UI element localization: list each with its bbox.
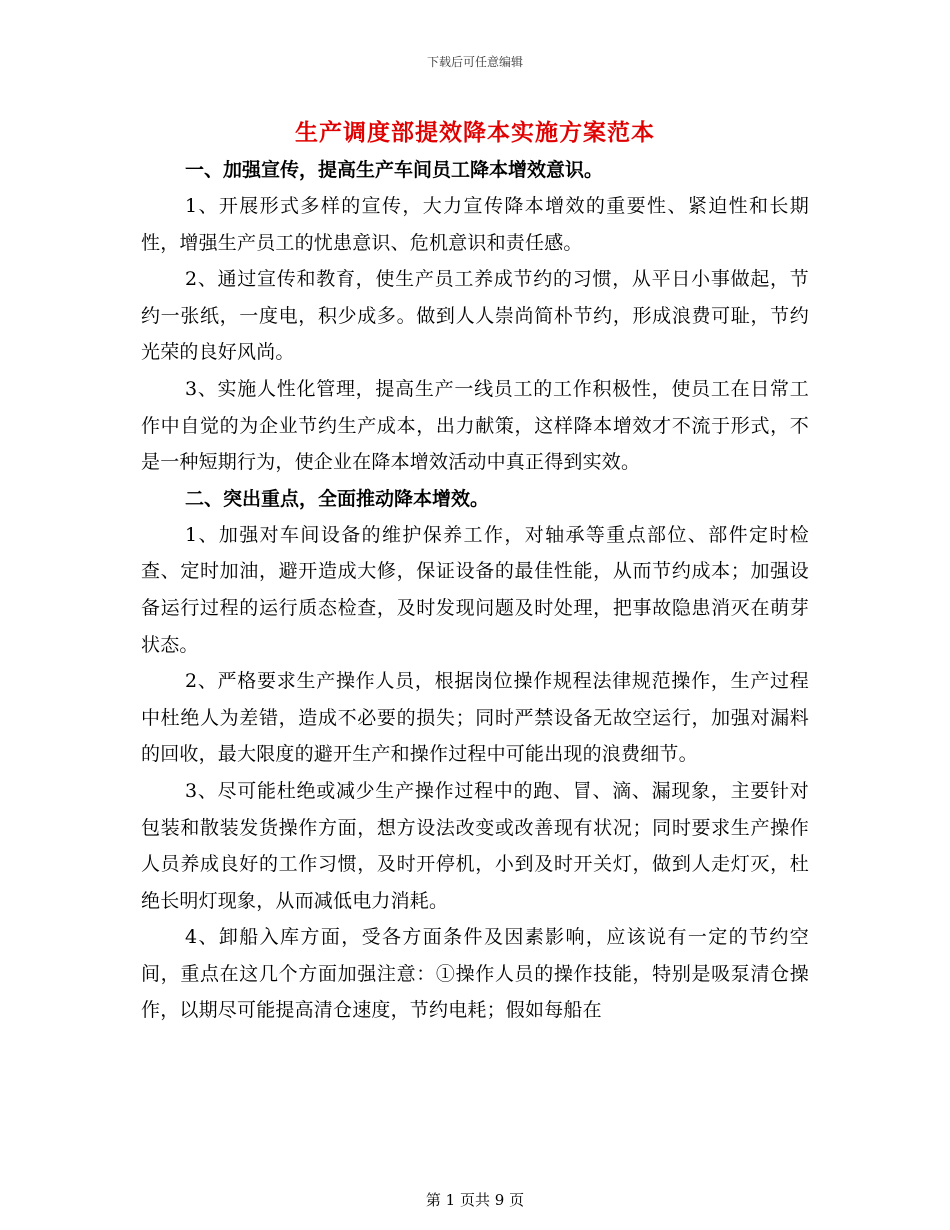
section-1-paragraph-2: 2、通过宣传和教育，使生产员工养成节约的习惯，从平日小事做起，节约一张纸，一度电，积少成多。做到人人崇尚简朴节约，形成浪费可耻，节约光荣的良好风尚。 [141, 268, 809, 364]
section-2-paragraph-3: 3、尽可能杜绝或减少生产操作过程中的跑、冒、滴、漏现象，主要针对包装和散装发货操作方面，想方设法改变或改善现有状况；同时要求生产操作人员养成良好的工作习惯，及时开停机，小到及时开关灯，做到人走灯灭，杜绝长明灯现象，从而减低电力消耗。 [141, 779, 809, 912]
document-title: 生产调度部提效降本实施方案范本 [295, 119, 655, 146]
section-2-paragraph-1: 1、加强对车间设备的维护保养工作，对轴承等重点部位、部件定时检查、定时加油，避开造成大修，保证设备的最佳性能，从而节约成本；加强设备运行过程的运行质态检查，及时发现问题及时处理，把事故隐患消灭在萌芽状态。 [141, 523, 809, 656]
section-2-paragraph-2: 2、严格要求生产操作人员，根据岗位操作规程法律规范操作，生产过程中杜绝人为差错，造成不必要的损失；同时严禁设备无故空运行，加强对漏料的回收，最大限度的避开生产和操作过程中可能出现的浪费细节。 [141, 670, 809, 766]
section-1-paragraph-1: 1、开展形式多样的宣传，大力宣传降本增效的重要性、紧迫性和长期性，增强生产员工的忧患意识、危机意识和责任感。 [141, 195, 809, 254]
header-note: 下载后可任意编辑 [426, 55, 523, 69]
section-2-paragraph-4: 4、卸船入库方面，受各方面条件及因素影响，应该说有一定的节约空间，重点在这几个方面加强注意：①操作人员的操作技能，特别是吸泵清仓操作，以期尽可能提高清仓速度，节约电耗；假如每船在 [141, 926, 809, 1022]
section-heading-2: 二、突出重点，全面推动降本增效。 [185, 487, 490, 510]
section-heading-1: 一、加强宣传，提高生产车间员工降本增效意识。 [185, 159, 604, 181]
section-1-paragraph-3: 3、实施人性化管理，提高生产一线员工的工作积极性，使员工在日常工作中自觉的为企业节约生产成本，出力献策，这样降本增效才不流于形式，不是一种短期行为，使企业在降本增效活动中真正得到实效。 [141, 377, 809, 474]
document-body [141, 152, 809, 1029]
page-number-footer: 第 1 页共 9 页 [425, 1191, 525, 1209]
